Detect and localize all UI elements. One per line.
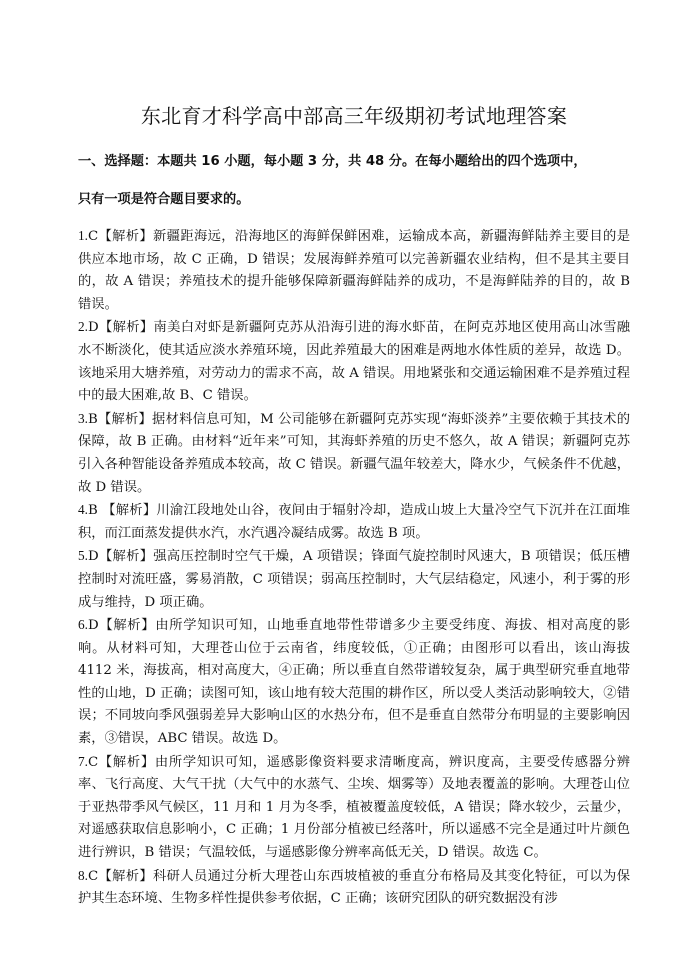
answer-text: D【解析】强高压控制时空气干燥，A 项错误；锋面气旋控制时风速大，B 项错误；低压槽控制时对流旺盛，雾易消散，C 项错误；弱高压控制时，大气层结稳定，风速小，利于雾的形成与维持，D 项正确。	[78, 549, 630, 610]
answer-item	[78, 408, 630, 499]
answer-text: B 【解析】川渝江段地处山谷，夜间由于辐射冷却，造成山坡上大量冷空气下沉并在江面堆积，而江面蒸发提供水汽，水汽遇冷凝结成雾。故选 B 项。	[78, 503, 630, 541]
answer-item	[78, 865, 630, 911]
answer-text: C【解析】由所学知识可知，遥感影像资料要求清晰度高，辨识度高，主要受传感器分辨率、飞行高度、大气干扰（大气中的水蒸气、尘埃、烟雾等）及地表覆盖的影响。大理苍山位于亚热带季风气候区，11 月和 1 月为冬季，植被覆盖度较低，A 错误；降水较少，云量少，对遥感获取信息影响小，C 正确；1 月份部分植被已经落叶，所以遥感不完全是通过叶片颜色进行辨识，B 错误；气温较低，与遥感影像分辨率高低无关，D 错误。故选 C。	[78, 754, 630, 861]
answer-item	[78, 499, 630, 545]
section-heading-line-2: 只有一项是符合题目要求的。	[78, 192, 250, 207]
answer-item	[78, 614, 630, 751]
answer-item	[78, 316, 630, 407]
answer-text: C【解析】科研人员通过分析大理苍山东西坡植被的垂直分布格局及其变化特征，可以为保护其生态环境、生物多样性提供参考依据，C 正确；该研究团队的研究数据没有涉	[78, 868, 630, 907]
answer-number: 4.	[78, 502, 88, 518]
section-heading-line-1: 一、选择题：本题共 16 小题，每小题 3 分，共 48 分。在每小题给出的四个选项中，	[78, 154, 587, 169]
answer-number: 1.	[78, 228, 88, 243]
answer-item	[78, 545, 630, 614]
answer-text: C【解析】新疆距海远，沿海地区的海鲜保鲜困难，运输成本高，新疆海鲜陆养主要目的是供应本地市场，故 C 正确，D 错误；发展海鲜养殖可以完善新疆农业结构，但不是其主要目的，故 A 错误；养殖技术的提升能够保障新疆海鲜陆养的成功，不是海鲜陆养的目的，故 B 错误。	[78, 229, 630, 312]
answer-number: 2.	[78, 319, 88, 335]
answer-item	[78, 225, 630, 316]
answer-number: 7.	[78, 753, 88, 769]
answer-number: 5.	[78, 548, 88, 564]
answer-number: 8.	[78, 867, 88, 883]
answer-text: D【解析】南美白对虾是新疆阿克苏从沿海引进的海水虾苗，在阿克苏地区使用高山冰雪融水不断淡化，使其适应淡水养殖环境，因此养殖最大的困难是两地水体性质的差异，故选 D。该地采用大塘养殖，对劳动力的需求不高，故 A 错误。用地紧张和交通运输困难不是养殖过程中的最大困难,故 B、C 错误。	[78, 320, 630, 404]
document-title: 东北育才科学高中部高三年级期初考试地理答案	[140, 104, 568, 128]
answer-list	[78, 225, 630, 911]
answer-item	[78, 751, 630, 865]
answer-number: 3.	[78, 410, 88, 426]
answer-text: D【解析】由所学知识可知，山地垂直地带性带谱多少主要受纬度、海拔、相对高度的影响。从材料可知，大理苍山位于云南省，纬度较低，①正确；由图形可以看出，该山海拔 4112 米，海拔高，相对高度大，④正确；所以垂直自然带谱较复杂，属于典型研究垂直地带性的山地，D 正确；读图可知，该山地有较大范围的耕作区，所以受人类活动影响较大，②错误；不同坡向季风强弱差异大影响山区的水热分布，但不是垂直自然带分布明显的主要影响因素，③错误，ABC 错误。故选 D。	[78, 618, 630, 747]
answer-text: B【解析】据材料信息可知，M 公司能够在新疆阿克苏实现“海虾淡养”主要依赖于其技术的保障，故 B 正确。由材料“近年来”可知，其海虾养殖的历史不悠久，故 A 错误；新疆阿克苏引入各种智能设备养殖成本较高，故 C 错误。新疆气温年较差大，降水少，气候条件不优越，故 D 错误。	[78, 411, 630, 495]
answer-number: 6.	[78, 617, 88, 633]
